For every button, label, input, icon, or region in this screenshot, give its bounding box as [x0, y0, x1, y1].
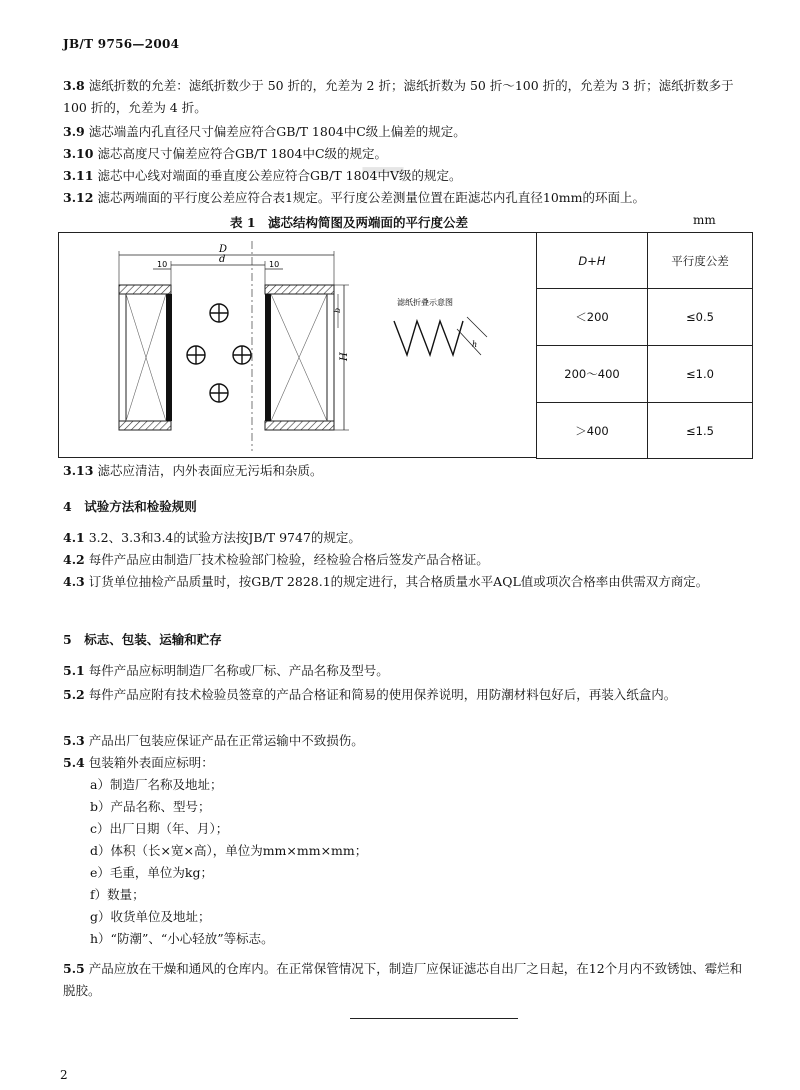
watermark: —: [360, 140, 408, 194]
table-cell: ＞400: [537, 403, 648, 459]
clause-5-4: [63, 752, 753, 774]
filter-element-diagram: [59, 233, 537, 459]
clause-text: 滤芯两端面的平行度公差应符合表1规定。平行度公差测量位置在距滤芯内孔直径10mm的环面上。: [97, 190, 646, 205]
table-cell: 200～400: [537, 346, 648, 403]
clause-text: 包装箱外表面应标明：: [88, 755, 214, 770]
clause-text: 每件产品应标明制造厂名称或厂标、产品名称及型号。: [88, 663, 389, 678]
table-header-row: [537, 233, 753, 289]
marking-list: [90, 774, 367, 950]
clause-5-5: [63, 958, 753, 1002]
clause-text: 3.2、3.3和3.4的试验方法按JB/T 9747的规定。: [88, 530, 361, 545]
clause-3-9: [63, 121, 753, 143]
list-item: f）数量；: [90, 887, 145, 902]
clause-number: 5.1: [63, 663, 85, 678]
list-item: e）毛重，单位为kg；: [90, 865, 213, 880]
section-4-title: 4 试验方法和检验规则: [63, 499, 197, 514]
page-number: 2: [60, 1068, 68, 1082]
list-item: g）收货单位及地址；: [90, 909, 211, 924]
clause-number: 3.13: [63, 463, 94, 478]
clause-number: 5.5: [63, 961, 85, 976]
clause-number: 3.9: [63, 124, 85, 139]
list-item: d）体积（长×宽×高），单位为mm×mm×mm；: [90, 843, 368, 858]
fold-zigzag: [394, 321, 463, 355]
clause-number: 3.11: [63, 168, 94, 183]
clause-text: 滤芯高度尺寸偏差应符合GB/T 1804中C级的规定。: [97, 146, 388, 161]
clause-4-2: [63, 549, 753, 571]
clause-number: 4.2: [63, 552, 85, 567]
table-cell: ≤1.5: [648, 403, 753, 459]
list-item: h）“防潮”、“小心轻放”等标志。: [90, 931, 274, 946]
clause-3-8: [63, 75, 753, 119]
clause-text: 滤芯端盖内孔直径尺寸偏差应符合GB/T 1804中C级上偏差的规定。: [88, 124, 466, 139]
end-rule: [350, 1018, 518, 1019]
clause-number: 4.1: [63, 530, 85, 545]
clause-text: 滤芯中心线对端面的垂直度公差应符合GB/T 1804中V级的规定。: [97, 168, 462, 183]
clause-5-3: [63, 730, 753, 752]
clause-number: 5.2: [63, 687, 85, 702]
dim-D-label: D: [219, 244, 228, 255]
dim-d-label: d: [219, 254, 226, 265]
header-cell: 平行度公差: [648, 233, 753, 289]
clause-3-13: [63, 460, 753, 482]
clause-3-10: [63, 143, 753, 165]
clause-text: 订货单位抽检产品质量时，按GB/T 2828.1的规定进行，其合格质量水平AQL值或项次合格率由供需双方商定。: [88, 574, 709, 589]
clause-number: 3.8: [63, 78, 85, 93]
clause-number: 4.3: [63, 574, 85, 589]
fold-h-label: h: [472, 340, 478, 349]
clause-number: 3.12: [63, 190, 94, 205]
section-5-title: 5 标志、包装、运输和贮存: [63, 632, 222, 647]
figure-cell: [58, 232, 536, 458]
table-cell: ≤1.0: [648, 346, 753, 403]
table-cell: ＜200: [537, 289, 648, 346]
list-item: c）出厂日期（年、月）；: [90, 821, 229, 836]
dim-b-label: b: [333, 307, 342, 313]
clause-text: 每件产品应由制造厂技术检验部门检验，经检验合格后签发产品合格证。: [88, 552, 489, 567]
header-cell: D+H: [537, 233, 648, 289]
dim-10-right: 10: [269, 260, 280, 269]
clause-5-1: [63, 660, 753, 682]
clause-number: 5.3: [63, 733, 85, 748]
clause-3-12: [63, 187, 753, 209]
clause-text: 产品出厂包装应保证产品在正常运输中不致损伤。: [88, 733, 364, 748]
dim-10-left: 10: [157, 260, 168, 269]
clause-5-2: [63, 684, 753, 706]
clause-text: 滤纸折数的允差：滤纸折数少于 50 折的，允差为 2 折；滤纸折数为 50 折～100 折的，允差为 3 折；滤纸折数多于 100 折的，允差为 4 折。: [63, 78, 734, 115]
fold-caption: 滤纸折叠示意图: [397, 298, 453, 307]
clause-text: 产品应放在干燥和通风的仓库内。在正常保管情况下，制造厂应保证滤芯自出厂之日起，在12个月内不致锈蚀、霉烂和脱胶。: [63, 961, 743, 998]
clause-text: 滤芯应清洁，内外表面应无污垢和杂质。: [97, 463, 323, 478]
table-unit: mm: [693, 213, 716, 227]
clause-number: 3.10: [63, 146, 94, 161]
clause-number: 5.4: [63, 755, 85, 770]
clause-3-11: [63, 165, 753, 187]
clause-4-1: [63, 527, 753, 549]
standard-code: JB/T 9756—2004: [63, 37, 180, 51]
list-item: b）产品名称、型号；: [90, 799, 211, 814]
table-cell: ≤0.5: [648, 289, 753, 346]
table-caption: 表 1 滤芯结构简图及两端面的平行度公差: [230, 215, 469, 230]
table-row: [537, 289, 753, 346]
list-item: a）制造厂名称及地址；: [90, 777, 223, 792]
table-row: [537, 346, 753, 403]
clause-4-3: [63, 571, 753, 593]
clause-text: 每件产品应附有技术检验员签章的产品合格证和简易的使用保养说明，用防潮材料包好后，再装入纸盒内。: [88, 687, 677, 702]
table-row: [537, 403, 753, 459]
tolerance-table: [536, 232, 753, 459]
dim-H-label: H: [339, 352, 350, 361]
